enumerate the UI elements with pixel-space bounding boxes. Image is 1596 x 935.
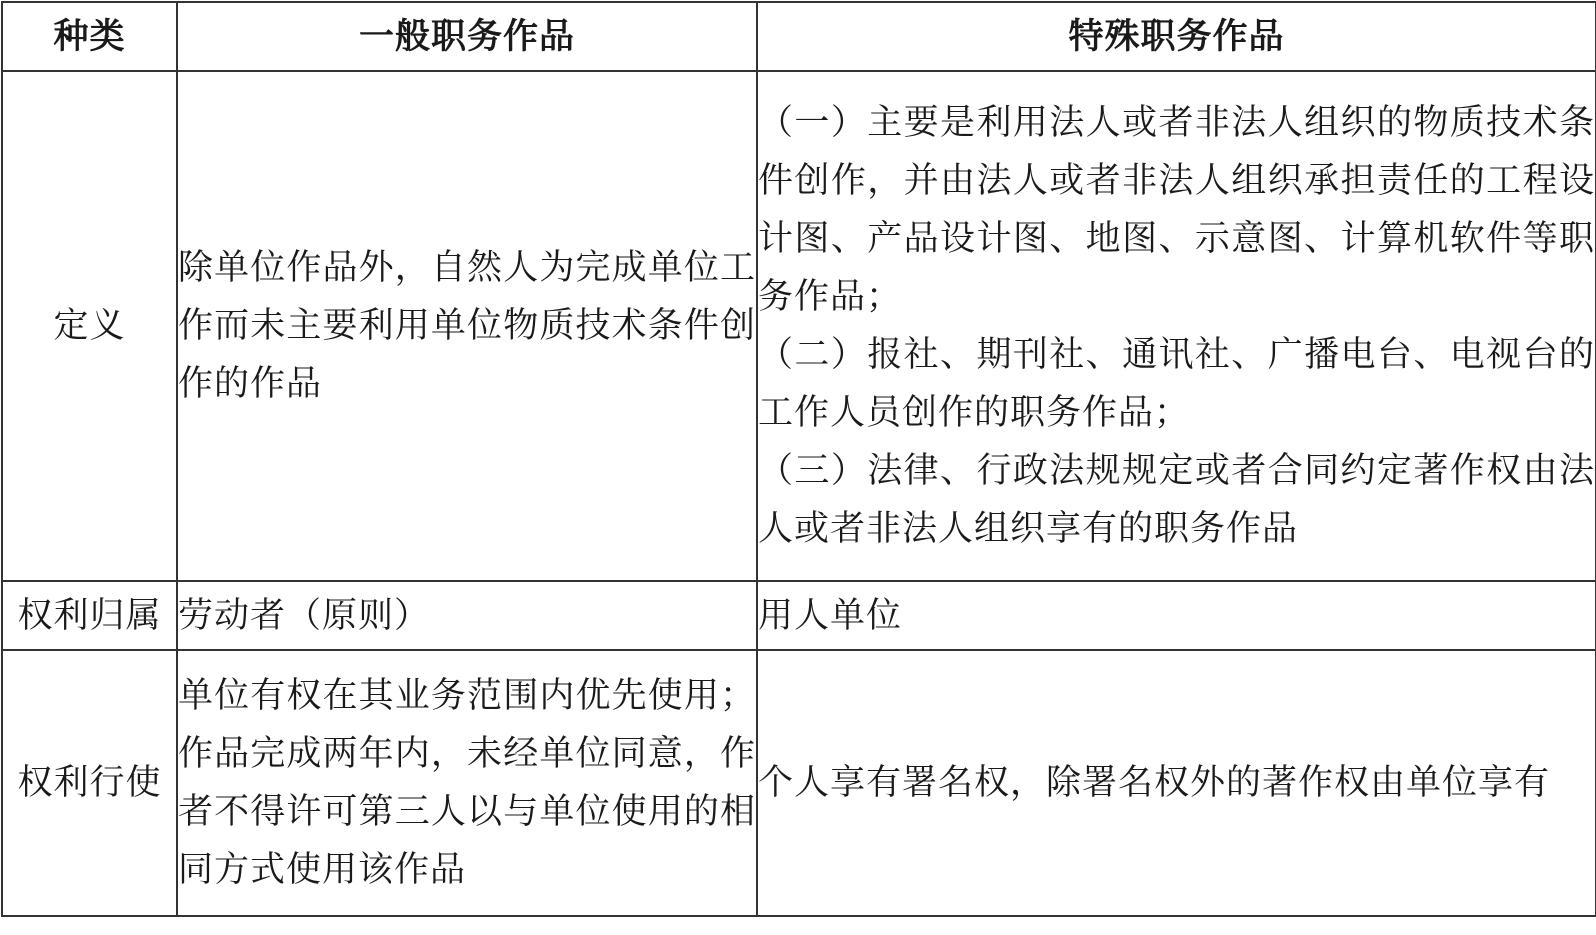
row-label-ownership: 权利归属 xyxy=(2,581,177,650)
general-definition-text: 除单位作品外，自然人为完成单位工作而未主要利用单位物质技术条件创作的作品 xyxy=(178,248,756,404)
header-special-work: 特殊职务作品 xyxy=(757,2,1596,71)
special-ownership: 用人单位 xyxy=(757,581,1596,650)
table-row-ownership xyxy=(2,581,1596,650)
header-category: 种类 xyxy=(2,2,177,71)
table-row-definition xyxy=(2,71,1596,581)
row-label-definition: 定义 xyxy=(2,71,177,581)
work-types-table xyxy=(1,1,1596,917)
special-definition-item-3: （三）法律、行政法规规定或者合同约定著作权由法人或者非法人组织享有的职务作品 xyxy=(758,451,1595,549)
header-general-work: 一般职务作品 xyxy=(177,2,757,71)
row-label-exercise: 权利行使 xyxy=(2,650,177,916)
table-row-exercise xyxy=(2,650,1596,916)
special-definition-item-1: （一）主要是利用法人或者非法人组织的物质技术条件创作，并由法人或者非法人组织承担责任的工程设计图、产品设计图、地图、示意图、计算机软件等职务作品； xyxy=(758,103,1595,317)
table-header-row xyxy=(2,2,1596,71)
special-exercise xyxy=(757,650,1596,916)
general-exercise xyxy=(177,650,757,916)
general-definition xyxy=(177,71,757,581)
special-definition xyxy=(757,71,1596,581)
general-ownership: 劳动者（原则） xyxy=(177,581,757,650)
general-exercise-text: 单位有权在其业务范围内优先使用；作品完成两年内，未经单位同意，作者不得许可第三人以与单位使用的相同方式使用该作品 xyxy=(178,676,756,890)
special-exercise-text: 个人享有署名权，除署名权外的著作权由单位享有 xyxy=(758,763,1551,803)
special-definition-item-2: （二）报社、期刊社、通讯社、广播电台、电视台的工作人员创作的职务作品； xyxy=(758,335,1595,433)
